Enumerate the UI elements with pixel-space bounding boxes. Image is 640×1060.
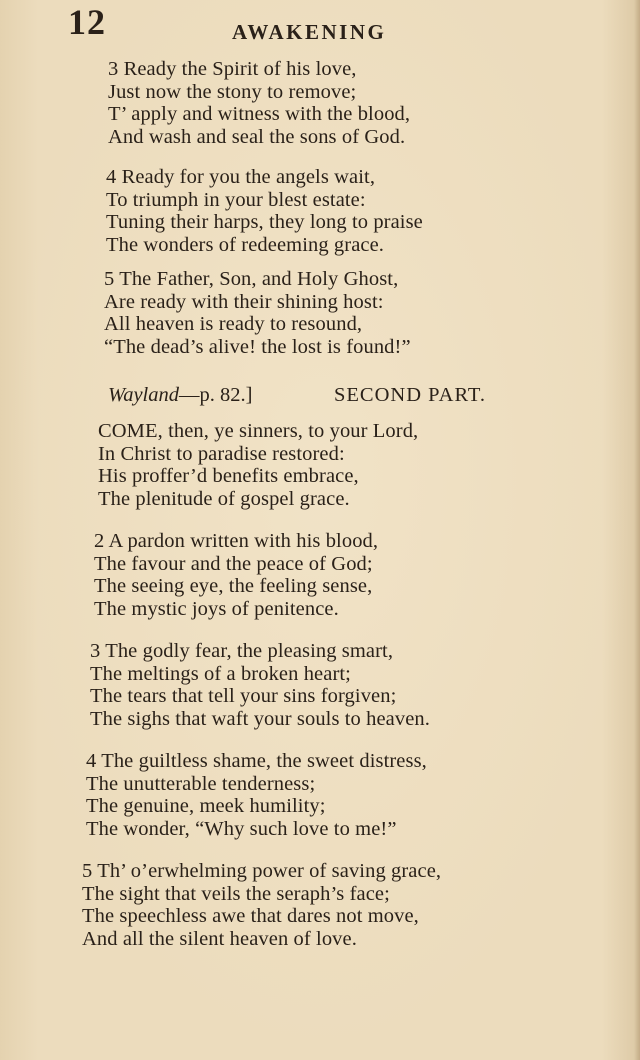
stanza-3-first-part [108, 58, 410, 148]
verse-line: COME, then, ye sinners, to your Lord, [98, 420, 419, 442]
verse-line: In Christ to paradise restored: [98, 442, 345, 465]
verse-line: The sight that veils the seraph’s face; [82, 882, 390, 905]
stanza-4-first-part [106, 166, 423, 256]
verse-line: 2 A pardon written with his blood, [94, 530, 379, 552]
verse-line: And all the silent heaven of love. [82, 927, 357, 950]
verse-line: 5 Th’ o’erwhelming power of saving grace, [82, 860, 442, 882]
verse-line: 4 The guiltless shame, the sweet distress, [86, 750, 427, 772]
verse-line: And wash and seal the sons of God. [108, 125, 406, 148]
verse-line: The genuine, meek humility; [86, 795, 326, 817]
verse-line: The meltings of a broken heart; [90, 662, 351, 685]
verse-line: Just now the stony to remove; [108, 80, 357, 103]
verse-line: “The dead’s alive! the lost is found!” [104, 335, 411, 358]
tune-name: Wayland [108, 384, 179, 406]
verse-line: T’ apply and witness with the blood, [108, 103, 411, 125]
verse-line: The mystic joys of penitence. [94, 597, 339, 620]
verse-line: All heaven is ready to resound, [104, 313, 363, 335]
tune-page-reference: —p. 82.] [179, 384, 253, 406]
verse-line: The plenitude of gospel grace. [98, 487, 350, 510]
stanza-5-first-part [104, 268, 411, 358]
stanza-1-second-part [98, 420, 418, 510]
verse-line: The tears that tell your sins forgiven; [90, 685, 397, 707]
verse-line: Are ready with their shining host: [104, 290, 384, 313]
verse-line: The favour and the peace of God; [94, 552, 373, 575]
tune-heading [108, 383, 538, 409]
verse-line: The speechless awe that dares not move, [82, 905, 419, 927]
verse-line: Tuning their harps, they long to praise [106, 211, 423, 233]
stanza-2-second-part [94, 530, 378, 620]
stanza-4-second-part [86, 750, 427, 840]
verse-line: To triumph in your blest estate: [106, 188, 366, 211]
verse-line: 5 The Father, Son, and Holy Ghost, [104, 268, 399, 290]
running-head: AWAKENING [232, 20, 387, 44]
verse-line: 3 Ready the Spirit of his love, [108, 58, 357, 80]
part-title: SECOND PART. [334, 384, 487, 406]
verse-line: The seeing eye, the feeling sense, [94, 575, 373, 597]
page-number: 12 [68, 2, 106, 42]
verse-line: 4 Ready for you the angels wait, [106, 166, 376, 188]
page-header [68, 4, 428, 48]
verse-line: The wonder, “Why such love to me!” [86, 817, 397, 840]
page-edge-shadow [634, 0, 640, 1060]
verse-line: The unutterable tenderness; [86, 772, 316, 795]
verse-line: 3 The godly fear, the pleasing smart, [90, 640, 394, 662]
stanza-5-second-part [82, 860, 441, 950]
verse-line: The sighs that waft your souls to heaven. [90, 707, 431, 730]
verse-line: His proffer’d benefits embrace, [98, 465, 359, 487]
stanza-3-second-part [90, 640, 430, 730]
verse-line: The wonders of redeeming grace. [106, 233, 385, 256]
